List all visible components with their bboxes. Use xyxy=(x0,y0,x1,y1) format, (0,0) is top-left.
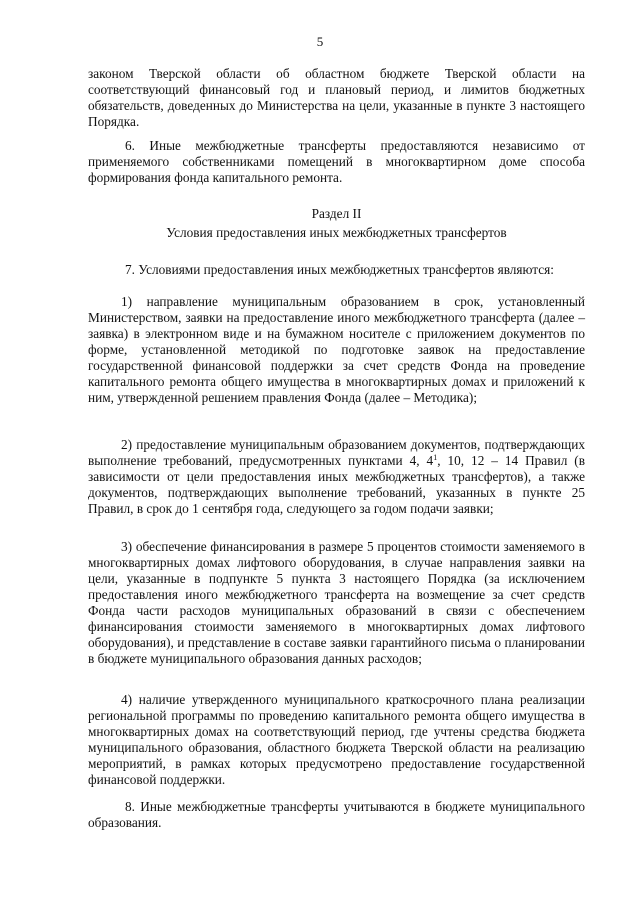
page-number: 5 xyxy=(316,34,324,49)
subitem-4-block xyxy=(88,692,585,788)
subitem-2-block xyxy=(88,437,585,517)
item-8-block xyxy=(88,799,585,831)
subitem-1-block xyxy=(88,294,585,406)
intro-paragraph: законом Тверской области об областном бюджете Тверской области на соответствующий финансовый год и плановый период, и лимитов бюджетных обязательств, доведенных до Министерства на цели, указанные в пункте 3 настоящего Порядка. xyxy=(88,66,585,129)
subitem-4: 4) наличие утвержденного муниципального краткосрочного плана реализации региональной программы по проведению капитального ремонта общего имущества в многоквартирных домах на соответствующий период, где учтены средства бюджета муниципального образования, областного бюджета Тверской области на реализацию мероприятий, в рамках которых предусмотрено предоставление государственной финансовой поддержки. xyxy=(88,692,585,787)
paragraph-item-6: 6. Иные межбюджетные трансферты предоставляются независимо от применяемого собственниками помещений в многоквартирном доме способа формирования фонда капитального ремонта. xyxy=(88,138,585,185)
subitem-2 xyxy=(88,437,585,517)
subitem-3: 3) обеспечение финансирования в размере 5 процентов стоимости заменяемого в многоквартирных домах лифтового оборудования, в случае направления заявки на цели, указанные в подпункте 5 пункта 3 настоящего Порядка (за исключением предоставления иного межбюджетного трансферта на возмещение за счет средств Фонда части расходов муниципальных образований в связи с обеспечением финансирования стоимости заменяемого в многоквартирных домах лифтового оборудования), и представление в составе заявки гарантийного письма о планировании в бюджете муниципального образования данных расходов; xyxy=(88,539,585,666)
subitem-2-text-end: , 10, 12 – 14 Правил (в зависимости от цели предоставления иных межбюджетных трансфертов), а также документов, подтверждающих выполнение требований, указанных в пункте 25 Правил, в срок до 1 сентября года, следующего за годом подачи заявки; xyxy=(88,453,586,516)
section-number: Раздел II xyxy=(311,206,362,221)
subitem-2-superscript: 1 xyxy=(433,453,438,462)
subitem-3-block xyxy=(88,539,585,667)
paragraph-item-8: 8. Иные межбюджетные трансферты учитываются в бюджете муниципального образования. xyxy=(88,799,585,830)
section-title: Условия предоставления иных межбюджетных трансфертов xyxy=(166,225,507,240)
subitem-1: 1) направление муниципальным образованием в срок, установленный Министерством, заявки на предоставление иного межбюджетного трансферта (далее – заявка) в электронном виде и на бумажном носителе с приложением документов по форме, установленной методикой по подготовке заявок на предоставление государственной финансовой поддержки за счет средств Фонда на проведение капитального ремонта общего имущества в многоквартирных домах и приложений к ним, утвержденной решением правления Фонда (далее – Методика); xyxy=(88,294,585,405)
subitem-2-text-start: 2) предоставление муниципальным образованием документов, подтверждающих выполнение требований, предусмотренных пунктами 4, 4 xyxy=(88,437,585,468)
paragraph-item-7: 7. Условиями предоставления иных межбюджетных трансфертов являются: xyxy=(125,262,554,277)
section-heading xyxy=(88,205,585,241)
item-7-block xyxy=(88,262,585,278)
item-6-block xyxy=(88,138,585,186)
intro-paragraph-block xyxy=(88,66,585,130)
